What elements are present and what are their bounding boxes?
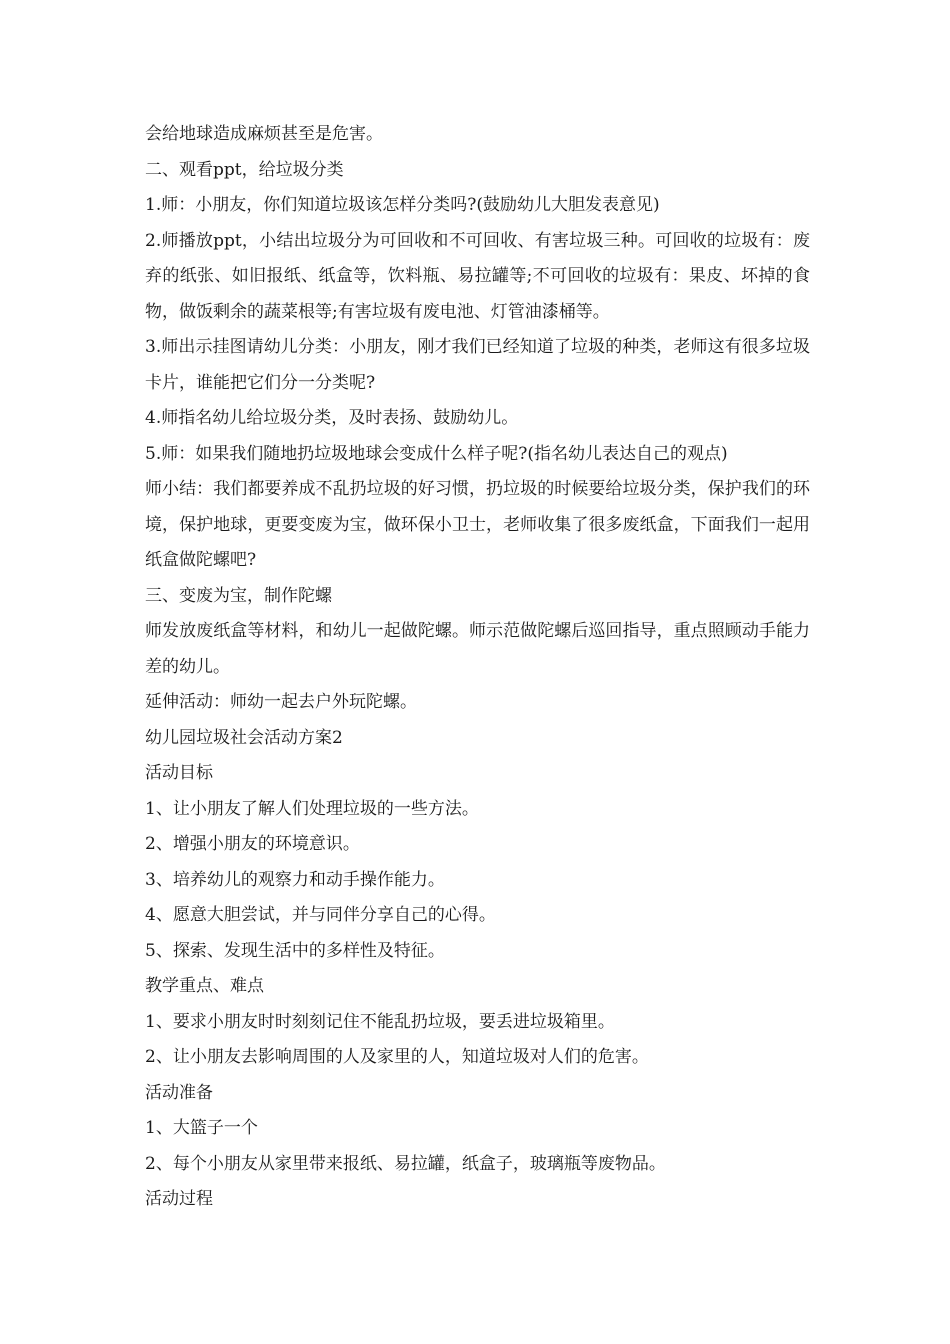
list-item: 1、要求小朋友时时刻刻记住不能乱扔垃圾，要丢进垃圾箱里。 xyxy=(145,1011,615,1032)
document-body xyxy=(145,117,810,1218)
paragraph: 师小结：我们都要养成不乱扔垃圾的好习惯，扔垃圾的时候要给垃圾分类，保护我们的环境，保护地球，更要变废为宝，做环保小卫士，老师收集了很多废纸盒，下面我们一起用纸盒做陀螺吧? xyxy=(145,479,810,570)
text-line: 5.师：如果我们随地扔垃圾地球会变成什么样子呢?(指名幼儿表达自己的观点) xyxy=(145,443,728,464)
paragraph: 3.师出示挂图请幼儿分类：小朋友，刚才我们已经知道了垃圾的种类，老师这有很多垃圾卡片，谁能把它们分一分类呢? xyxy=(145,337,810,393)
text-line: 4.师指名幼儿给垃圾分类，及时表扬、鼓励幼儿。 xyxy=(145,408,519,428)
list-item: 2、让小朋友去影响周围的人及家里的人，知道垃圾对人们的危害。 xyxy=(145,1047,649,1067)
text-line: 会给地球造成麻烦甚至是危害。 xyxy=(145,124,383,144)
plan-title: 幼儿园垃圾社会活动方案2 xyxy=(145,727,343,748)
paragraph: 2.师播放ppt，小结出垃圾分为可回收和不可回收、有害垃圾三种。可回收的垃圾有：废弃的纸张、如旧报纸、纸盒等，饮料瓶、易拉罐等;不可回收的垃圾有：果皮、坏掉的食物，做饭剩余的蔬菜根等;有害垃圾有废电池、灯管油漆桶等。 xyxy=(145,230,810,322)
section-heading: 活动目标 xyxy=(145,763,213,783)
list-item: 1、大篮子一个 xyxy=(145,1118,258,1138)
paragraph: 师发放废纸盒等材料，和幼儿一起做陀螺。师示范做陀螺后巡回指导，重点照顾动手能力差的幼儿。 xyxy=(145,621,810,677)
list-item: 2、增强小朋友的环境意识。 xyxy=(145,834,360,854)
list-item: 1、让小朋友了解人们处理垃圾的一些方法。 xyxy=(145,798,479,819)
list-item: 2、每个小朋友从家里带来报纸、易拉罐，纸盒子，玻璃瓶等废物品。 xyxy=(145,1153,666,1174)
list-item: 4、愿意大胆尝试，并与同伴分享自己的心得。 xyxy=(145,905,496,925)
section-heading: 活动过程 xyxy=(145,1189,213,1209)
section-heading: 二、观看ppt，给垃圾分类 xyxy=(145,159,344,180)
section-heading: 三、变废为宝，制作陀螺 xyxy=(145,585,332,606)
list-item: 3、培养幼儿的观察力和动手操作能力。 xyxy=(145,869,445,890)
list-item: 5、探索、发现生活中的多样性及特征。 xyxy=(145,940,445,961)
section-heading: 教学重点、难点 xyxy=(145,976,264,996)
text-line: 延伸活动：师幼一起去户外玩陀螺。 xyxy=(145,692,417,712)
text-line: 1.师：小朋友，你们知道垃圾该怎样分类吗?(鼓励幼儿大胆发表意见) xyxy=(145,195,660,215)
section-heading: 活动准备 xyxy=(145,1082,213,1103)
